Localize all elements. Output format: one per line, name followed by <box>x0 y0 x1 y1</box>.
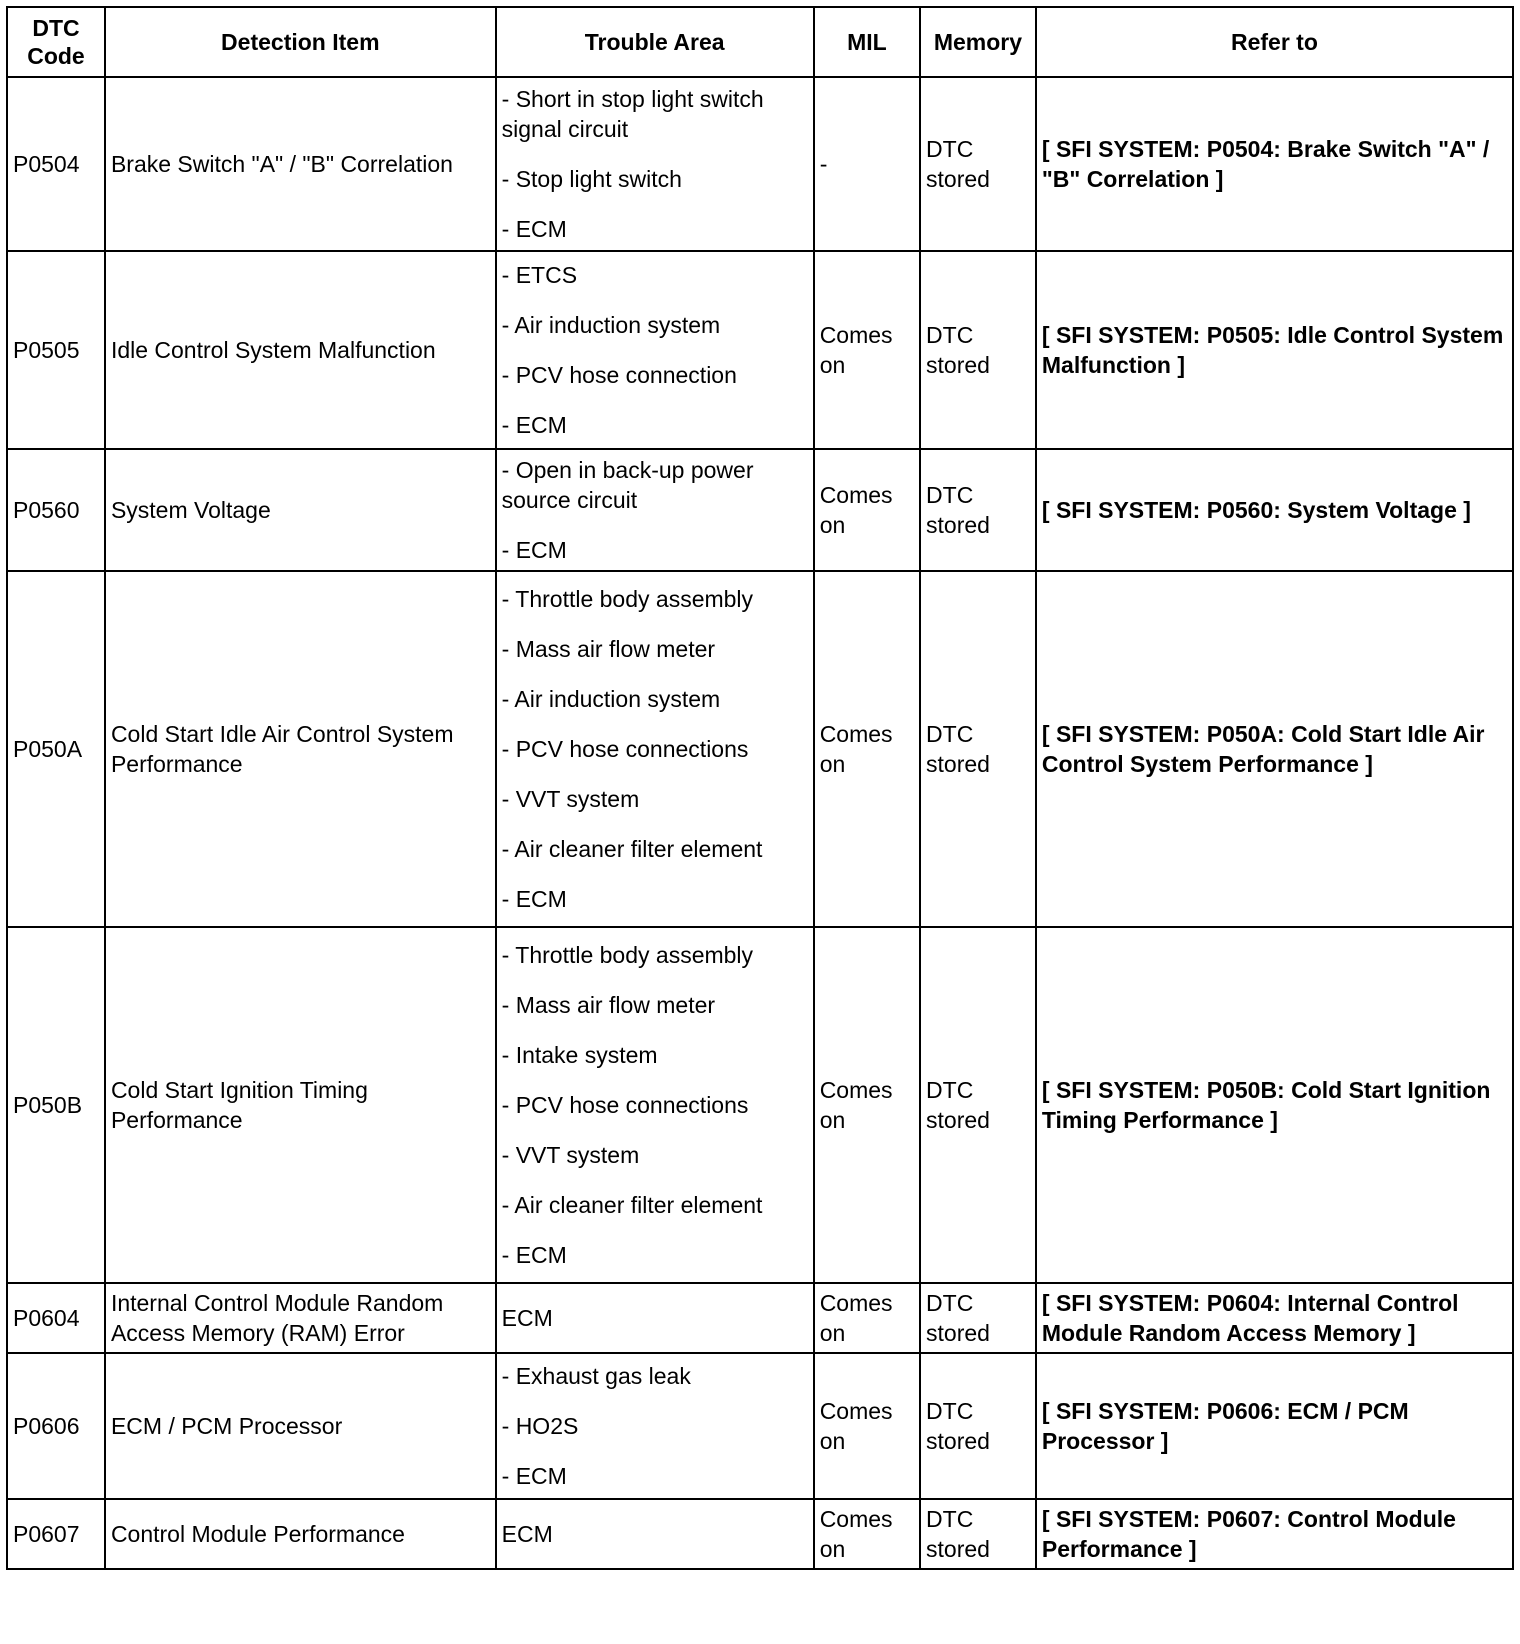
table-row <box>7 77 1513 251</box>
refer-to-cell: [ SFI SYSTEM: P0504: Brake Switch "A" / "B" Correlation ] <box>1036 77 1513 251</box>
mil-cell: Comes on <box>814 927 920 1283</box>
refer-to-cell: [ SFI SYSTEM: P0604: Internal Control Module Random Access Memory ] <box>1036 1283 1513 1353</box>
trouble-area-item: - Open in back-up power source circuit <box>501 457 754 513</box>
dtc-code-cell: P050B <box>7 927 105 1283</box>
trouble-area-item: - VVT system <box>501 1142 640 1168</box>
mil-cell: Comes on <box>814 1353 920 1499</box>
memory-cell: DTC stored <box>920 1283 1036 1353</box>
mil-cell: Comes on <box>814 449 920 571</box>
trouble-area-cell <box>496 927 814 1283</box>
table-row <box>7 449 1513 571</box>
table-row <box>7 927 1513 1283</box>
trouble-area-cell <box>496 1353 814 1499</box>
trouble-area-cell <box>496 449 814 571</box>
trouble-area-item: - VVT system <box>501 786 640 812</box>
table-row <box>7 1353 1513 1499</box>
header-detection-item: Detection Item <box>105 7 496 77</box>
mil-cell: Comes on <box>814 1499 920 1569</box>
trouble-area-cell <box>496 571 814 927</box>
table-row <box>7 1283 1513 1353</box>
header-mil: MIL <box>814 7 920 77</box>
memory-cell: DTC stored <box>920 251 1036 449</box>
detection-item-cell: ECM / PCM Processor <box>105 1353 496 1499</box>
trouble-area-item: - Intake system <box>501 1042 658 1068</box>
detection-item-cell: Idle Control System Malfunction <box>105 251 496 449</box>
memory-cell: DTC stored <box>920 77 1036 251</box>
memory-cell: DTC stored <box>920 1353 1036 1499</box>
trouble-area-item: - Air cleaner filter element <box>501 1192 763 1218</box>
table-row <box>7 571 1513 927</box>
detection-item-cell: Control Module Performance <box>105 1499 496 1569</box>
trouble-area-item: - ECM <box>501 1463 567 1489</box>
memory-cell: DTC stored <box>920 571 1036 927</box>
detection-item-cell: Brake Switch "A" / "B" Correlation <box>105 77 496 251</box>
dtc-code-cell: P0505 <box>7 251 105 449</box>
mil-cell: - <box>814 77 920 251</box>
trouble-area-item: - Mass air flow meter <box>501 636 716 662</box>
memory-cell: DTC stored <box>920 1499 1036 1569</box>
trouble-area-item: - ECM <box>501 886 567 912</box>
header-memory: Memory <box>920 7 1036 77</box>
refer-to-cell: [ SFI SYSTEM: P050A: Cold Start Idle Air Control System Performance ] <box>1036 571 1513 927</box>
table-body <box>7 77 1513 1569</box>
trouble-area-item: - Short in stop light switch signal circuit <box>501 86 764 142</box>
trouble-area-cell <box>496 1499 814 1569</box>
trouble-area-item: - Throttle body assembly <box>501 942 754 968</box>
refer-to-cell: [ SFI SYSTEM: P0606: ECM / PCM Processor ] <box>1036 1353 1513 1499</box>
refer-to-cell: [ SFI SYSTEM: P050B: Cold Start Ignition Timing Performance ] <box>1036 927 1513 1283</box>
header-row <box>7 7 1513 77</box>
trouble-area-item: - Air induction system <box>501 686 721 712</box>
trouble-area-item: - ECM <box>501 216 567 242</box>
trouble-area-item: - PCV hose connections <box>501 1092 749 1118</box>
trouble-area-item: - ECM <box>501 1242 567 1268</box>
trouble-area-item: - ETCS <box>501 262 578 288</box>
trouble-area-item: - PCV hose connections <box>501 736 749 762</box>
mil-cell: Comes on <box>814 571 920 927</box>
trouble-area-item: ECM <box>501 1521 553 1547</box>
detection-item-cell: Cold Start Ignition Timing Performance <box>105 927 496 1283</box>
dtc-code-cell: P0607 <box>7 1499 105 1569</box>
dtc-code-cell: P0560 <box>7 449 105 571</box>
detection-item-cell: System Voltage <box>105 449 496 571</box>
header-trouble-area: Trouble Area <box>496 7 814 77</box>
refer-to-cell: [ SFI SYSTEM: P0560: System Voltage ] <box>1036 449 1513 571</box>
trouble-area-item: - ECM <box>501 537 567 563</box>
trouble-area-cell <box>496 77 814 251</box>
trouble-area-item: - PCV hose connection <box>501 362 737 388</box>
header-dtc-code: DTC Code <box>7 7 105 77</box>
header-refer-to: Refer to <box>1036 7 1513 77</box>
table-row <box>7 1499 1513 1569</box>
trouble-area-item: - Stop light switch <box>501 166 682 192</box>
detection-item-cell: Cold Start Idle Air Control System Performance <box>105 571 496 927</box>
table-row <box>7 251 1513 449</box>
dtc-code-cell: P0604 <box>7 1283 105 1353</box>
trouble-area-item: ECM <box>501 1305 553 1331</box>
trouble-area-item: - HO2S <box>501 1413 579 1439</box>
trouble-area-cell <box>496 251 814 449</box>
memory-cell: DTC stored <box>920 927 1036 1283</box>
refer-to-cell: [ SFI SYSTEM: P0607: Control Module Performance ] <box>1036 1499 1513 1569</box>
trouble-area-item: - Mass air flow meter <box>501 992 716 1018</box>
trouble-area-item: - Throttle body assembly <box>501 586 754 612</box>
dtc-code-cell: P050A <box>7 571 105 927</box>
trouble-area-item: - Air cleaner filter element <box>501 836 763 862</box>
memory-cell: DTC stored <box>920 449 1036 571</box>
dtc-code-cell: P0504 <box>7 77 105 251</box>
trouble-area-item: - ECM <box>501 412 567 438</box>
mil-cell: Comes on <box>814 1283 920 1353</box>
mil-cell: Comes on <box>814 251 920 449</box>
trouble-area-item: - Air induction system <box>501 312 721 338</box>
dtc-table <box>6 6 1514 1570</box>
trouble-area-item: - Exhaust gas leak <box>501 1363 691 1389</box>
detection-item-cell: Internal Control Module Random Access Memory (RAM) Error <box>105 1283 496 1353</box>
dtc-code-cell: P0606 <box>7 1353 105 1499</box>
trouble-area-cell <box>496 1283 814 1353</box>
refer-to-cell: [ SFI SYSTEM: P0505: Idle Control System Malfunction ] <box>1036 251 1513 449</box>
